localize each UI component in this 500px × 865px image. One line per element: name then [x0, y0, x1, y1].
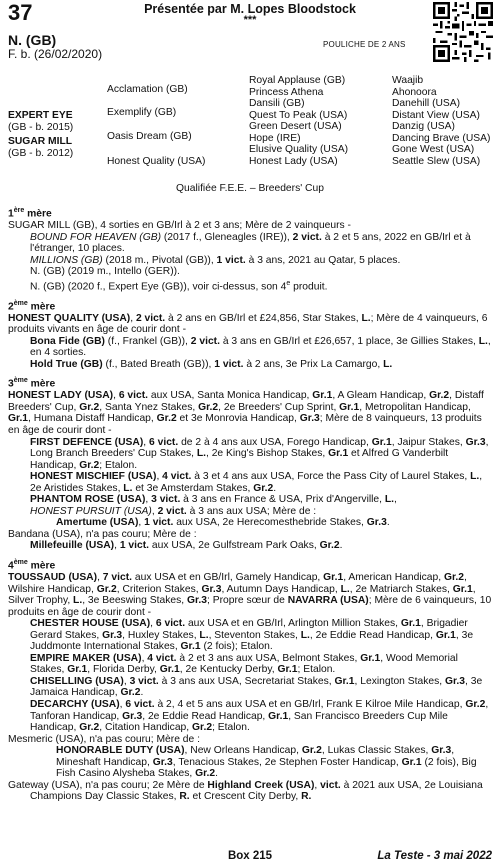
sire-detail: (GB - b. 2015)	[8, 122, 74, 133]
offspring-entry: N. (GB) (2019 m., Intello (GER)).	[30, 266, 180, 278]
offspring-entry: EMPIRE MAKER (USA), 4 vict. à 2 et 3 ans aux USA, Belmont Stakes, Gr.1, Wood Memorial Stakes, Gr.1, Florida Derby, Gr.1, 2e Kentucky Derby, Gr.1; Etalon.	[30, 652, 458, 676]
ancestor-g3: Elusive Quality (USA)	[249, 144, 348, 155]
catalogue-notes	[8, 200, 492, 803]
granddam: Honest Quality (USA)	[107, 156, 206, 167]
section-title-1: 1ère mère	[8, 207, 52, 220]
ancestor-g4: Danzig (USA)	[392, 121, 455, 132]
lot-number: 37	[8, 0, 33, 25]
offspring-entry: Bandana (USA), n'a pas couru; Mère de :	[8, 528, 197, 540]
ancestor-g4: Ahonoora	[392, 86, 437, 98]
offspring-entry: FIRST DEFENCE (USA), 6 vict. de 2 à 4 ans aux USA, Forego Handicap, Gr.1, Jaipur Stakes, Gr.3, Long Branch Breeders' Cup Stakes, L., 2e King's Bishop Stakes, Gr.1 et Alfred G Vanderbilt Handicap, Gr.2; Etalon.	[30, 436, 489, 471]
offspring-entry: N. (GB) (2020 f., Expert Eye (GB)), voir ci-dessus, son 4e produit.	[30, 279, 328, 293]
offspring-entry: HONEST PURSUIT (USA), 2 vict. à 3 ans aux USA; Mère de :	[30, 505, 317, 517]
ancestor-g3: Quest To Peak (USA)	[249, 109, 348, 121]
third-dam-paragraph: HONEST LADY (USA), 6 vict. aux USA, Santa Monica Handicap, Gr.1, A Gleam Handicap, Gr.2, Distaff Breeders' Cup, Gr.2, Santa Ynez Stakes, Gr.2, 2e Breeders' Cup Sprint, Gr.1, Metropolitan Handicap, Gr.1, Humana Distaff Handicap, Gr.2 et 3e Monrovia Handicap, Gr.3; Mère de 8 vainqueurs, 13 produits en âge de courir dont -	[8, 390, 484, 436]
offspring-entry: DECARCHY (USA), 6 vict. à 2, 4 et 5 ans aux USA et en GB/Irl, Frank E Kilroe Mile Handicap, Gr.2, Tanforan Handicap, Gr.3, 2e Eddie Read Handicap, Gr.1, San Francisco Breeders Cup Mile Handicap, Gr.2, Citation Handicap, Gr.2; Etalon.	[30, 698, 489, 734]
qualification-note: Qualifiée F.E.E. – Breeders' Cup	[176, 183, 324, 194]
offspring-entry: HONORABLE DUTY (USA), New Orleans Handicap, Gr.2, Lukas Classic Stakes, Gr.3, Mineshaft Handicap, Gr.3, Tenacious Stakes, 2e Stephen Foster Handicap, Gr.1 (2 fois), Big Fish Casino Alysheba Stakes, Gr.2.	[56, 745, 477, 780]
ancestor-g3: Hope (IRE)	[249, 132, 301, 144]
box-number: Box 215	[227, 850, 273, 862]
qr-code-icon[interactable]	[433, 2, 493, 62]
section-title-3: 3ème mère	[8, 377, 56, 390]
offspring-entry: MILLIONS (GB) (2018 m., Pivotal (GB)), 1 vict. à 3 ans, 2021 au Qatar, 5 places.	[30, 254, 401, 266]
ancestor-g4: Seattle Slew (USA)	[392, 155, 481, 167]
sale-date: La Teste - 3 mai 2022	[377, 850, 492, 862]
offspring-entry: Gateway (USA), n'a pas couru; 2e Mère de Highland Creek (USA), vict. à 2021 aux USA, 2e Louisiana Champions Day Classic Stakes, R. et Crescent City Derby, R.	[8, 779, 483, 803]
offspring-entry: Millefeuille (USA), 1 vict. aux USA, 2e Gulfstream Park Oaks, Gr.2.	[30, 540, 343, 552]
offspring-entry: BOUND FOR HEAVEN (GB) (2017 f., Gleneagles (IRE)), 2 vict. à 2 et 5 ans, 2022 en GB/Irl et à l'étranger, 10 places.	[30, 231, 471, 255]
ancestor-g3: Dansili (GB)	[249, 98, 305, 109]
dam-name: SUGAR MILL	[8, 136, 73, 147]
section-title-4: 4ème mère	[8, 559, 56, 572]
ancestor-g4: Distant View (USA)	[392, 109, 480, 121]
ancestor-g3: Honest Lady (USA)	[249, 155, 338, 167]
offspring-entry: CHISELLING (USA), 3 vict. à 3 ans aux USA, Secretariat Stakes, Gr.1, Lexington Stakes, Gr.3, 3e Jamaica Handicap, Gr.2.	[30, 675, 483, 699]
fourth-dam-paragraph: TOUSSAUD (USA), 7 vict. aux USA et en GB/Irl, Gamely Handicap, Gr.1, American Handicap, Gr.2, Wilshire Handicap, Gr.2, Criterion Stakes, Gr.3, Autumn Days Handicap, L., 2e Matriarch Stakes, Gr.1, Silver Trophy, L., 3e Beeswing Stakes, Gr.3; Propre sœur de NAVARRA (USA); Mère de 6 vainqueurs, 10 produits en âge de courir dont -	[8, 571, 492, 618]
offspring-entry: HONEST MISCHIEF (USA), 4 vict. à 3 et 4 ans aux USA, Force the Pass City of Laurel Stakes, L., 2e Aristides Stakes, L. et 3e Amsterdam Stakes, Gr.2.	[30, 471, 483, 494]
grandsire: Acclamation (GB)	[107, 84, 188, 95]
rating-stars: ***	[243, 14, 257, 26]
consignor-title: Présentée par M. Lopes Bloodstock	[144, 2, 356, 16]
offspring-entry: PHANTOM ROSE (USA), 3 vict. à 3 ans en France & USA, Prix d'Angerville, L.,	[30, 494, 397, 506]
section-title-2: 2ème mère	[8, 299, 56, 313]
offspring-entry: Bona Fide (GB) (f., Frankel (GB)), 2 vict. à 3 ans en GB/Irl et £26,657, 1 place, 3e Gillies Stakes, L., en 4 sorties.	[30, 335, 491, 359]
ancestor-g4: Danehill (USA)	[392, 98, 461, 109]
ancestor-g4: Dancing Brave (USA)	[392, 132, 491, 144]
ancestor-g4: Waajib	[392, 75, 424, 86]
sex-age-label: POULICHE DE 2 ANS	[323, 40, 406, 49]
ancestor-g3: Green Desert (USA)	[249, 121, 342, 132]
dam-paragraph: SUGAR MILL (GB), 4 sorties en GB/Irl à 2 et 3 ans; Mère de 2 vainqueurs -	[8, 219, 351, 231]
granddam-paragraph: HONEST QUALITY (USA), 2 vict. à 2 ans en GB/Irl et £24,856, Star Stakes, L.; Mère de 4 vainqueurs, 6 produits vivants en âge de courir dont -	[8, 312, 488, 336]
horse-details: F. b. (26/02/2020)	[8, 47, 103, 61]
offspring-entry: Amertume (USA), 1 vict. aux USA, 2e Herecomesthebride Stakes, Gr.3.	[56, 517, 390, 529]
offspring-entry: Hold True (GB) (f., Bated Breath (GB)), 1 vict. à 2 ans, 3e Prix La Camargo, L.	[30, 358, 393, 370]
offspring-entry: Mesmeric (USA), n'a pas couru; Mère de :	[8, 733, 200, 745]
ancestor-g3: Princess Athena	[249, 86, 324, 98]
sire-name: EXPERT EYE	[8, 110, 73, 121]
ancestor-g4: Gone West (USA)	[392, 144, 475, 155]
offspring-entry: CHESTER HOUSE (USA), 6 vict. aux USA et en GB/Irl, Arlington Million Stakes, Gr.1, Brigadier Gerard Stakes, Gr.3, Huxley Stakes, L., Steventon Stakes, L., 2e Eddie Read Handicap, Gr.1, 3e Juddmonte International Stakes, Gr.1 (2 fois); Etalon.	[30, 618, 474, 653]
dam-detail: (GB - b. 2012)	[8, 148, 74, 159]
ancestor-g3: Royal Applause (GB)	[249, 75, 346, 86]
grandsire-dam-side: Oasis Dream (GB)	[107, 131, 192, 142]
horse-name: N. (GB)	[8, 32, 57, 48]
granddam-sire-side: Exemplify (GB)	[107, 107, 177, 118]
